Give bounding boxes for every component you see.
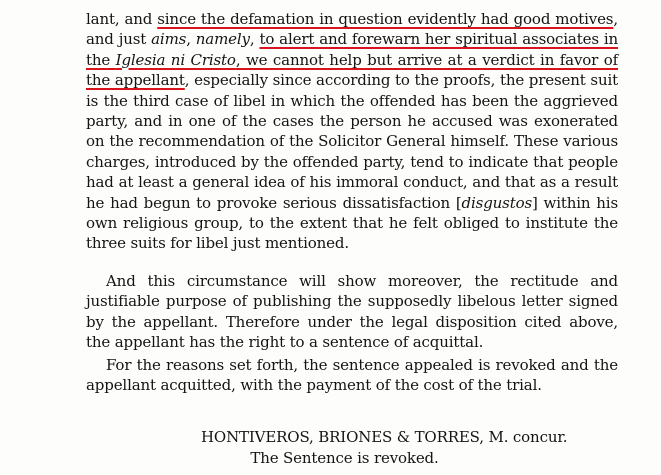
- italic-word-namely: namely: [195, 30, 250, 49]
- underlined-phrase-verdict: , we cannot help but arrive at a verdict in favor of the appellant: [86, 50, 618, 90]
- paragraph-2: And this circumstance will show moreover, the rectitude and justifiable purpose of publishing the supposedly libelous letter signed by the appellant. Therefore under the legal disposition cited above, the appellant has the right to a sentence of acquittal.: [86, 272, 618, 352]
- paragraph-3: For the reasons set forth, the sentence appealed is revoked and the appellant acquitted, with the payment of the cost of the trial.: [86, 356, 618, 395]
- underlined-phrase-alert: to alert and forewarn her spiritual associates in the: [86, 30, 618, 69]
- italic-word-aims: aims: [151, 30, 187, 49]
- italic-word-disgustos: disgustos: [461, 193, 533, 212]
- underlined-phrase-good-motives: since the defamation in question evidently had good motives: [157, 10, 614, 28]
- concurrence-line: HONTIVEROS, BRIONES & TORRES, M. concur.: [201, 428, 568, 446]
- paragraph-1: [86, 9, 618, 254]
- text-segment: ,: [249, 30, 260, 49]
- text-segment: , and just: [86, 10, 618, 49]
- text-segment: lant, and: [86, 10, 158, 28]
- result-line-wrapper: [0, 448, 661, 468]
- text-segment: ,: [186, 30, 196, 49]
- text-segment: , especially since according to the proofs, the present suit is the third case of libel in which the offended has been the aggrieved party, and in one of the cases the person he accused was exonerated on the recommendation of the Solicitor General himself. These various charges, introduced by the offended party, tend to indicate that people had at least a general idea of his immoral conduct, and that as a result he had begun to provoke serious dissatisfaction [: [86, 71, 618, 212]
- underlined-italic-iglesia-ni-cristo: Iglesia ni Cristo: [115, 50, 236, 69]
- text-segment: ] within his own religious group, to the extent that he felt obliged to institute the three suits for libel just mentioned.: [86, 193, 618, 253]
- result-line: The Sentence is revoked.: [250, 449, 439, 467]
